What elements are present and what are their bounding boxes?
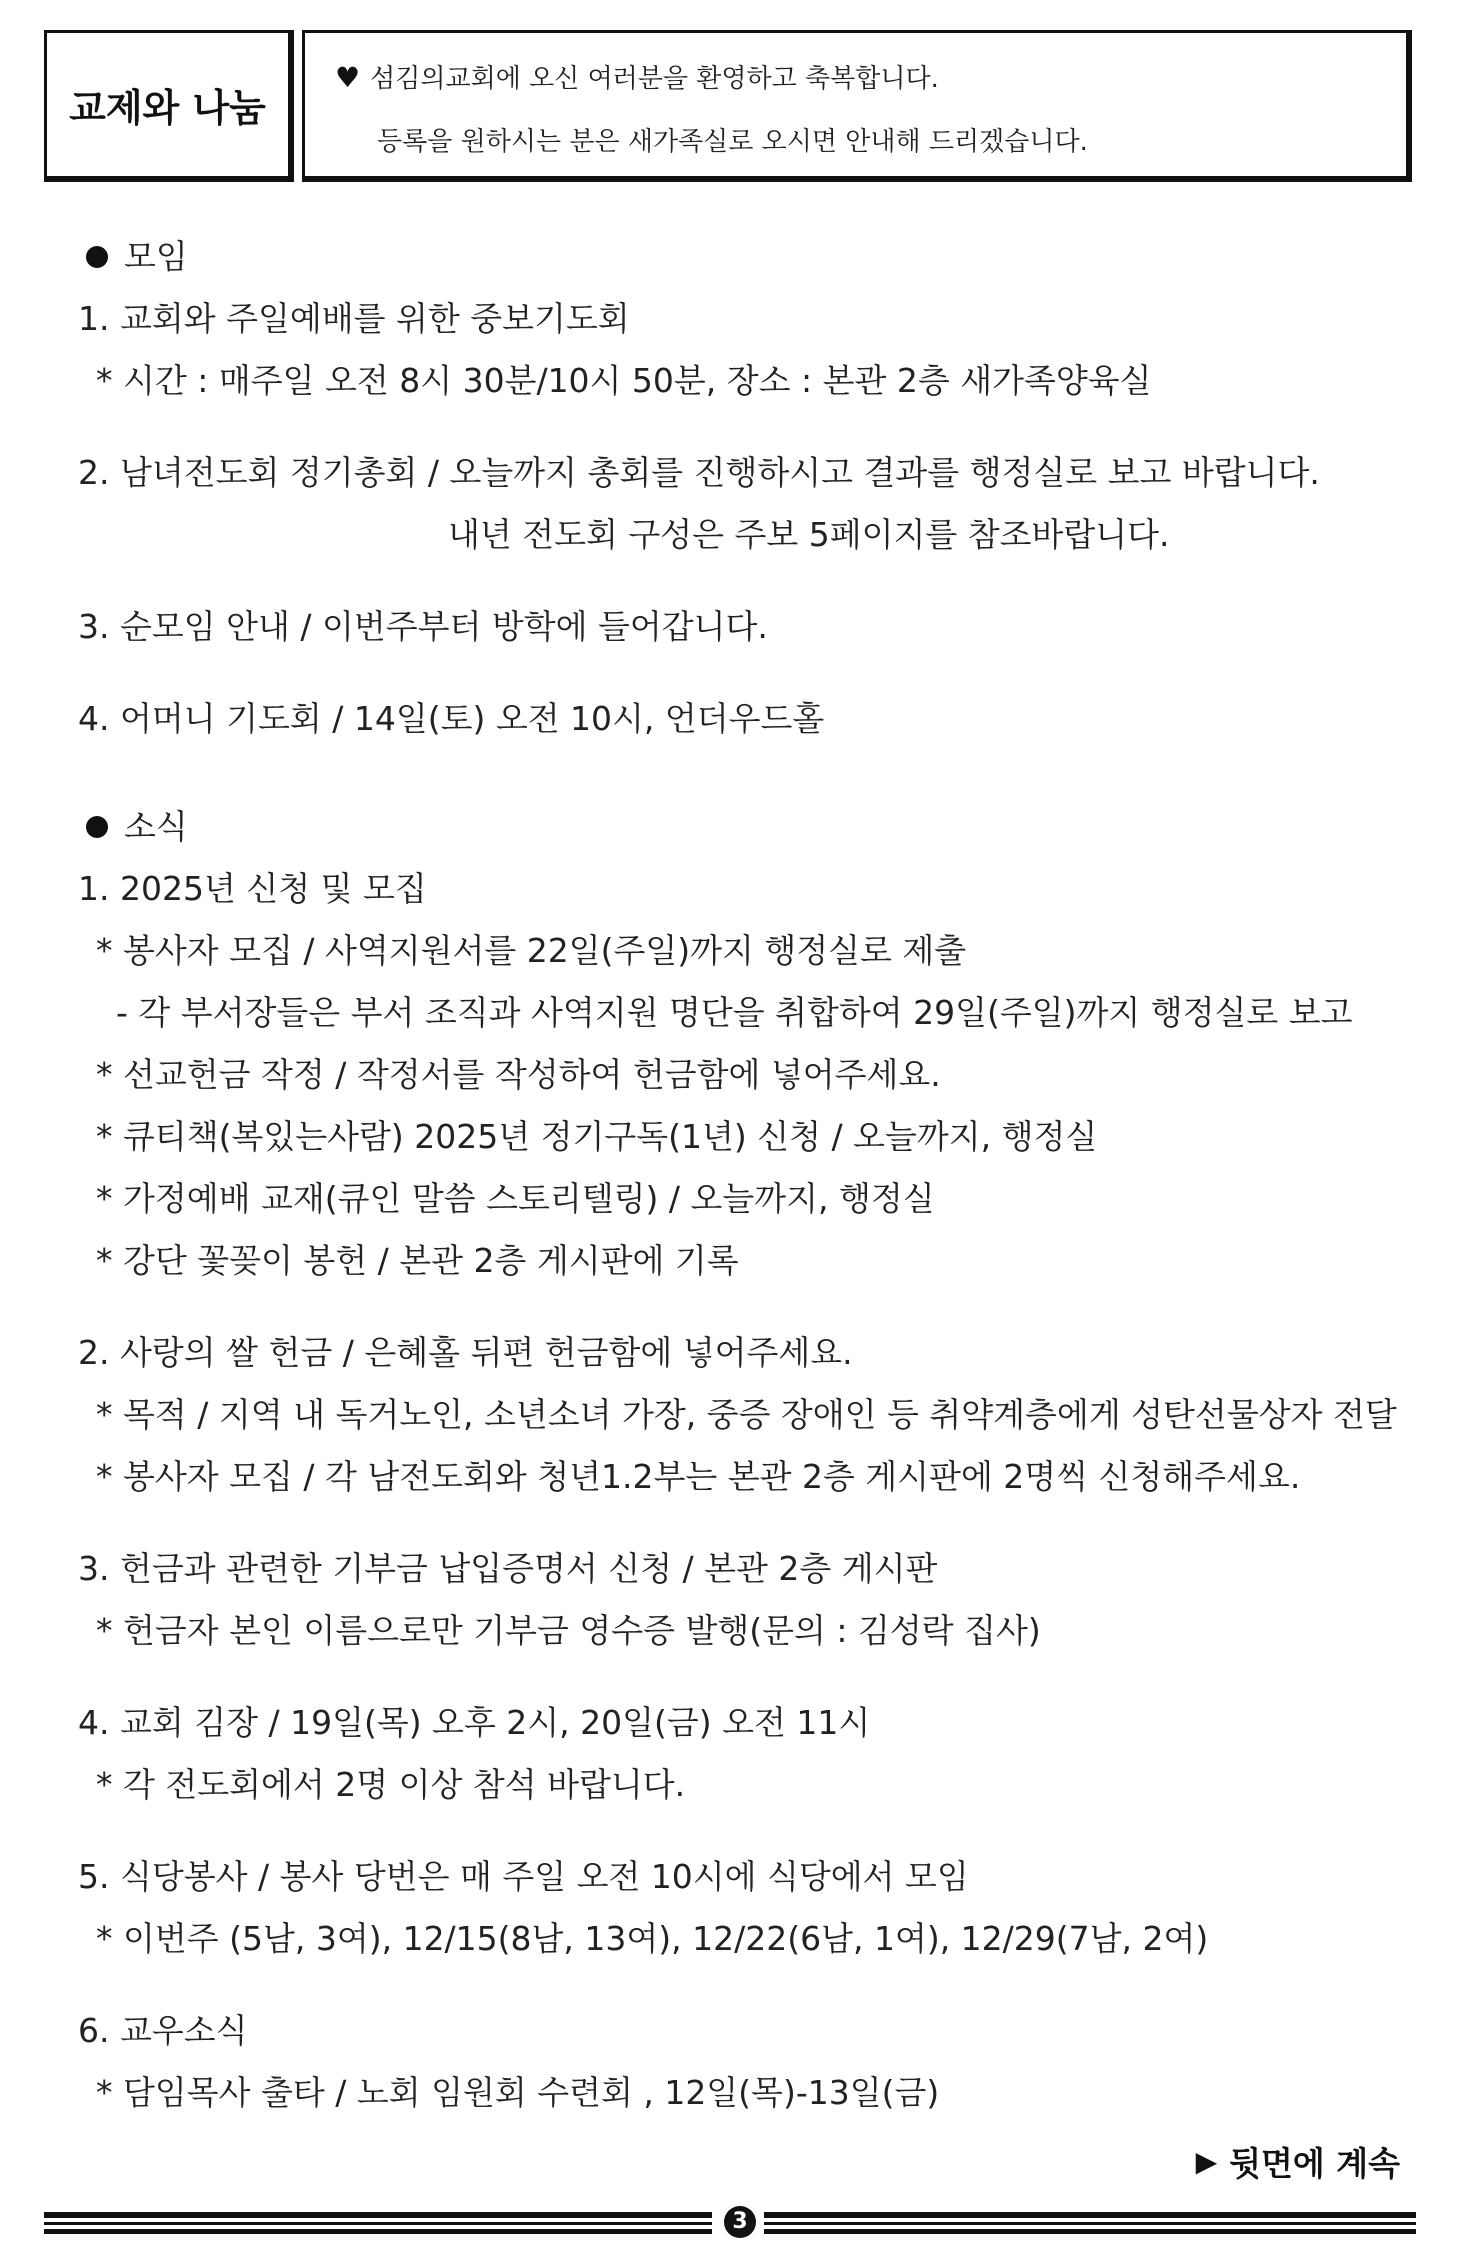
gathering-item: 3. 순모임 안내 / 이번주부터 방학에 들어갑니다. [78, 607, 768, 646]
continue-on-back [1196, 2138, 1400, 2185]
news-detail: * 각 전도회에서 2명 이상 참석 바랍니다. [96, 1765, 686, 1804]
news-detail: - 각 부서장들은 부서 조직과 사역지원 명단을 취합하여 29일(주일)까지 행정실로 보고 [116, 993, 1353, 1032]
news-detail: * 선교헌금 작정 / 작정서를 작성하여 헌금함에 넣어주세요. [96, 1055, 941, 1094]
gathering-heading [78, 226, 1418, 288]
footer-rule-left [44, 2210, 712, 2234]
news-detail: * 이번주 (5남, 3여), 12/15(8남, 13여), 12/22(6남, 1여), 12/29(7남, 2여) [96, 1919, 1209, 1958]
news-detail: * 봉사자 모집 / 각 남전도회와 청년1.2부는 본관 2층 게시판에 2명씩 신청해주세요. [96, 1457, 1301, 1496]
news-detail: * 강단 꽃꽂이 봉헌 / 본관 2층 게시판에 기록 [96, 1241, 739, 1280]
news-item: 6. 교우소식 [78, 2011, 248, 2050]
gathering-item: 1. 교회와 주일예배를 위한 중보기도회 [78, 299, 630, 338]
play-arrow-icon: ▶ [1195, 2145, 1218, 2178]
news-item: 1. 2025년 신청 및 모집 [78, 869, 427, 908]
news-item: 3. 헌금과 관련한 기부금 납입증명서 신청 / 본관 2층 게시판 [78, 1549, 938, 1588]
page-number: 3 [724, 2206, 756, 2238]
gathering-detail: 내년 전도회 구성은 주보 5페이지를 참조바랍니다. [448, 515, 1170, 554]
news-item: 5. 식당봉사 / 봉사 당번은 매 주일 오전 10시에 식당에서 모임 [78, 1857, 969, 1896]
news-detail: * 가정예배 교재(큐인 말씀 스토리텔링) / 오늘까지, 행정실 [96, 1179, 935, 1218]
news-detail: * 담임목사 출타 / 노회 임원회 수련회 , 12일(목)-13일(금) [96, 2073, 940, 2112]
news-heading [78, 796, 1418, 858]
continue-label: 뒷면에 계속 [1229, 2144, 1400, 2183]
news-item: 4. 교회 김장 / 19일(목) 오후 2시, 20일(금) 오전 11시 [78, 1703, 871, 1742]
gathering-item: 4. 어머니 기도회 / 14일(토) 오전 10시, 언더우드홀 [78, 699, 825, 738]
footer-rule-right [764, 2210, 1416, 2234]
news-detail: * 봉사자 모집 / 사역지원서를 22일(주일)까지 행정실로 제출 [96, 931, 967, 970]
welcome-text-1: 섬김의교회에 오신 여러분을 환영하고 축복합니다. [370, 64, 939, 94]
news-item: 2. 사랑의 쌀 헌금 / 은혜홀 뒤편 헌금함에 넣어주세요. [78, 1333, 853, 1372]
footer-rule [44, 2210, 1416, 2234]
news-heading-label: 소식 [124, 807, 188, 846]
gathering-heading-label: 모임 [124, 237, 188, 276]
heart-icon: ♥ [335, 61, 361, 94]
gathering-detail: * 시간 : 매주일 오전 8시 30분/10시 50분, 장소 : 본관 2층 새가족양육실 [96, 361, 1152, 400]
section-title: 교제와 나눔 [69, 86, 266, 130]
news-detail: * 목적 / 지역 내 독거노인, 소년소녀 가장, 중증 장애인 등 취약계층에게 성탄선물상자 전달 [96, 1395, 1397, 1434]
announcements-content [78, 226, 1418, 2124]
gathering-item: 2. 남녀전도회 정기총회 / 오늘까지 총회를 진행하시고 결과를 행정실로 보고 바랍니다. [78, 453, 1320, 492]
welcome-line-1 [335, 61, 1406, 125]
news-detail: * 큐티책(복있는사람) 2025년 정기구독(1년) 신청 / 오늘까지, 행정실 [96, 1117, 1098, 1156]
bullet-icon [86, 246, 108, 268]
welcome-box [302, 30, 1412, 182]
news-detail: * 헌금자 본인 이름으로만 기부금 영수증 발행(문의 : 김성락 집사) [96, 1611, 1041, 1650]
welcome-line-2: 등록을 원하시는 분은 새가족실로 오시면 안내해 드리겠습니다. [377, 127, 1088, 157]
bullet-icon [86, 816, 108, 838]
header-title-box [44, 30, 294, 182]
